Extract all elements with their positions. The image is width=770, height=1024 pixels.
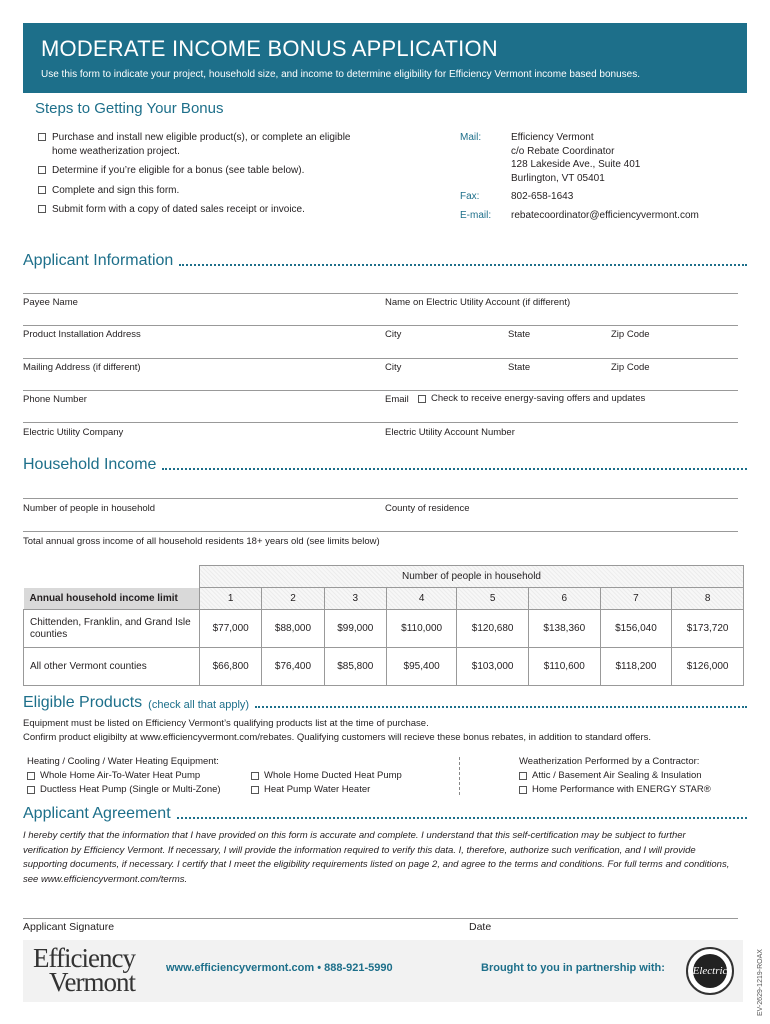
divider <box>23 293 738 294</box>
county-field[interactable]: County of residence <box>385 503 470 514</box>
table-row-header: Annual household income limit <box>24 588 200 610</box>
table-row <box>24 610 744 648</box>
table-corner <box>24 566 200 588</box>
install-state-field[interactable]: State <box>508 329 531 340</box>
email-label: E-mail: <box>460 209 492 221</box>
product-checkbox[interactable] <box>251 772 259 780</box>
product-option[interactable]: Heat Pump Water Heater <box>251 783 402 797</box>
contact-info <box>460 131 750 228</box>
table-cell: $88,000 <box>262 610 324 648</box>
utility-account-field[interactable]: Electric Utility Account Number <box>385 427 515 438</box>
applicant-section-title: Applicant Information <box>23 252 747 270</box>
install-address-field[interactable]: Product Installation Address <box>23 329 141 340</box>
products-note: Equipment must be listed on Efficiency Vermont’s qualifying products list at the time of purchase. Confirm product eligibilty at www.efficiencyvermont.com/rebates. Qualifying customers will recieve these bonus rebates, in addition to standard offers. <box>23 718 652 743</box>
table-column-header: 6 <box>528 588 600 610</box>
product-checkbox[interactable] <box>519 772 527 780</box>
step-checkbox[interactable] <box>38 166 46 174</box>
table-column-header: 8 <box>672 588 744 610</box>
table-cell: $110,000 <box>386 610 456 648</box>
product-option[interactable]: Whole Home Air-To-Water Heat Pump <box>27 769 221 783</box>
column-divider <box>459 757 460 795</box>
step-item: Complete and sign this form. <box>38 184 358 198</box>
date-field[interactable]: Date <box>469 921 492 933</box>
step-item: Purchase and install new eligible product(s), or complete an eligible home weatherization project. <box>38 131 358 158</box>
email-address[interactable]: rebatecoordinator@efficiencyvermont.com <box>511 209 699 221</box>
divider <box>23 531 738 532</box>
divider <box>23 325 738 326</box>
step-checkbox[interactable] <box>38 133 46 141</box>
income-limit-table <box>23 565 744 686</box>
table-column-header: 7 <box>600 588 672 610</box>
gross-income-field[interactable]: Total annual gross income of all household residents 18+ years old (see limits below) <box>23 536 380 547</box>
table-cell: $103,000 <box>457 648 529 686</box>
mailing-zip-field[interactable]: Zip Code <box>611 362 650 373</box>
table-cell: $66,800 <box>200 648 262 686</box>
account-name-field[interactable]: Name on Electric Utility Account (if different) <box>385 297 571 308</box>
offers-checkbox[interactable] <box>418 395 426 403</box>
install-zip-field[interactable]: Zip Code <box>611 329 650 340</box>
table-cell: $110,600 <box>528 648 600 686</box>
product-option[interactable]: Home Performance with ENERGY STAR® <box>519 783 711 797</box>
table-cell: $77,000 <box>200 610 262 648</box>
table-row <box>24 648 744 686</box>
table-cell: $85,800 <box>324 648 386 686</box>
heating-products-col2 <box>251 769 402 797</box>
table-cell: $118,200 <box>600 648 672 686</box>
mailing-state-field[interactable]: State <box>508 362 531 373</box>
utility-company-field[interactable]: Electric Utility Company <box>23 427 124 438</box>
table-column-header: 3 <box>324 588 386 610</box>
phone-field[interactable]: Phone Number <box>23 394 87 405</box>
form-code: EV-2629-1219-ROAX <box>757 949 764 1016</box>
fax-label: Fax: <box>460 191 480 203</box>
table-column-header: 1 <box>200 588 262 610</box>
divider <box>23 390 738 391</box>
email-field[interactable]: Email <box>385 394 409 405</box>
table-row-label: All other Vermont counties <box>24 648 200 686</box>
table-column-header: 5 <box>457 588 529 610</box>
table-cell: $120,680 <box>457 610 529 648</box>
household-section-title: Household Income <box>23 456 747 474</box>
table-cell: $99,000 <box>324 610 386 648</box>
header-banner <box>23 23 747 93</box>
mail-address: Efficiency Vermont c/o Rebate Coordinator 128 Lakeside Ave., Suite 401 Burlington, VT 05401 <box>511 132 641 184</box>
agreement-text: I hereby certify that the information that I have provided on this form is accurate and complete. I understand that this self-certification may be subject to further verification by Efficiency Vermont. If necessary, I will provide the information required to verify this data. I, therefore, authorize such verification, and I will provide supporting documents, if necessary. I certify that I meet the eligibility requirements listed on page 2, and agree to the terms and conditions. For full terms and conditions, see www.efficiencyvermont.com/terms. <box>23 830 730 885</box>
efficiency-vermont-logo: Efficiency Vermont <box>33 943 135 997</box>
steps-title: Steps to Getting Your Bonus <box>35 100 224 117</box>
mailing-city-field[interactable]: City <box>385 362 402 373</box>
steps-list <box>38 131 358 223</box>
weatherization-products <box>519 755 711 797</box>
burlington-electric-seal-icon: Electric <box>686 947 734 995</box>
signature-line <box>23 918 738 919</box>
fax-number: 802-658-1643 <box>511 191 574 203</box>
table-cell: $138,360 <box>528 610 600 648</box>
household-size-field[interactable]: Number of people in household <box>23 503 156 514</box>
table-cell: $126,000 <box>672 648 744 686</box>
weatherization-header: Weatherization Performed by a Contractor: <box>519 756 700 767</box>
table-group-header: Number of people in household <box>200 566 744 588</box>
product-option[interactable]: Attic / Basement Air Sealing & Insulation <box>519 769 711 783</box>
step-item: Submit form with a copy of dated sales receipt or invoice. <box>38 203 358 217</box>
product-option[interactable]: Ductless Heat Pump (Single or Multi-Zone) <box>27 783 221 797</box>
product-option[interactable]: Whole Home Ducted Heat Pump <box>251 769 402 783</box>
step-checkbox[interactable] <box>38 205 46 213</box>
mailing-address-field[interactable]: Mailing Address (if different) <box>23 362 141 373</box>
table-cell: $76,400 <box>262 648 324 686</box>
footer <box>23 940 743 1002</box>
product-checkbox[interactable] <box>251 786 259 794</box>
page-title: MODERATE INCOME BONUS APPLICATION <box>41 36 498 61</box>
divider <box>23 422 738 423</box>
signature-field[interactable]: Applicant Signature <box>23 921 115 933</box>
website-phone[interactable]: www.efficiencyvermont.com • 888-921-5990 <box>166 962 393 974</box>
page-subtitle: Use this form to indicate your project, household size, and income to determine eligibility for Efficiency Vermont income based bonuses. <box>41 69 641 80</box>
step-item: Determine if you’re eligible for a bonus (see table below). <box>38 164 358 178</box>
table-cell: $95,400 <box>386 648 456 686</box>
partner-text: Brought to you in partnership with: <box>481 962 665 974</box>
divider <box>23 358 738 359</box>
install-city-field[interactable]: City <box>385 329 402 340</box>
payee-name-field[interactable]: Payee Name <box>23 297 78 308</box>
table-row-label: Chittenden, Franklin, and Grand Isle counties <box>24 610 200 648</box>
step-checkbox[interactable] <box>38 186 46 194</box>
products-section-title: Eligible Products (check all that apply) <box>23 694 747 712</box>
table-column-header: 2 <box>262 588 324 610</box>
heating-header: Heating / Cooling / Water Heating Equipment: <box>27 756 219 767</box>
table-column-header: 4 <box>386 588 456 610</box>
offers-option[interactable]: Check to receive energy-saving offers and updates <box>418 393 645 404</box>
product-checkbox[interactable] <box>27 786 35 794</box>
product-checkbox[interactable] <box>27 772 35 780</box>
table-cell: $173,720 <box>672 610 744 648</box>
product-checkbox[interactable] <box>519 786 527 794</box>
mail-label: Mail: <box>460 132 482 143</box>
table-cell: $156,040 <box>600 610 672 648</box>
divider <box>23 498 738 499</box>
agreement-section-title: Applicant Agreement <box>23 805 747 823</box>
heating-products <box>27 755 221 797</box>
